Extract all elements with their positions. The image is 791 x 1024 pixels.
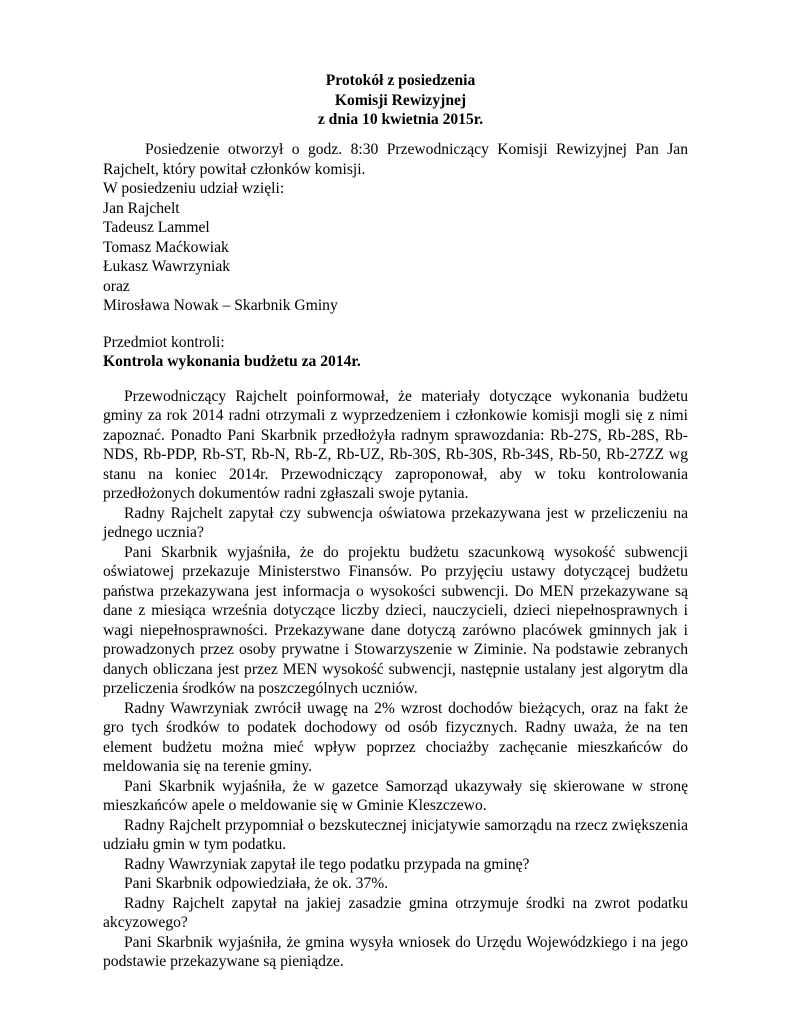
title-line-3: z dnia 10 kwietnia 2015r. bbox=[317, 111, 484, 129]
guest-name: Mirosława Nowak – Skarbnik Gminy bbox=[103, 297, 338, 314]
body-paragraph: Pani Skarbnik wyjaśniła, że w gazetce Samorząd ukazywały się skierowane w stronę mieszkańców apele o meldowanie się w Gminie Kleszczewo. bbox=[103, 777, 688, 814]
spacer bbox=[103, 372, 688, 387]
body-paragraph: Pani Skarbnik wyjaśniła, że do projektu budżetu szacunkową wysokość subwencji oświatowej przekazuje Ministerstwo Finansów. Po przyjęciu ustawy dotyczącej budżetu państwa przekazywana jest informacja o wysokości subwencji. Do MEN przekazywane są dane z miesiąca września dotyczące liczby dzieci, nauczycieli, dzieci niepełnosprawnych i wagi niepełnosprawności. Przekazywane dane dotyczą zarówno placówek gminnych jak i prowadzonych przez osoby prywatne i Stowarzyszenie w Ziminie. Na podstawie zebranych danych obliczana jest przez MEN wysokość subwencji, następnie ustalany jest algorytm dla przeliczenia środków na poszczególnych uczniów. bbox=[103, 543, 688, 697]
body-paragraph: Pani Skarbnik wyjaśniła, że gmina wysyła wniosek do Urzędu Wojewódzkiego i na jego podstawie przekazywane są pieniądze. bbox=[103, 933, 688, 970]
body-paragraph: Przewodniczący Rajchelt poinformował, że materiały dotyczące wykonania budżetu gminy za rok 2014 radni otrzymali z wyprzedzeniem i członkowie komisji mogli się z nimi zapoznać. Ponadto Pani Skarbnik przedłożyła radnym sprawozdania: Rb-27S, Rb-28S, Rb-NDS, Rb-PDP, Rb-ST, Rb-N, Rb-Z, Rb-UZ, Rb-30S, Rb-30S, Rb-34S, Rb-50, Rb-27ZZ wg stanu na koniec 2014r. Przewodniczący zaproponował, aby w toku kontrolowania przedłożonych dokumentów radni zgłaszali swoje pytania. bbox=[103, 387, 688, 502]
member-name: Jan Rajchelt bbox=[103, 199, 180, 217]
subject-label: Przedmiot kontroli: bbox=[103, 333, 225, 351]
body-paragraph: Radny Wawrzyniak zwrócił uwagę na 2% wzrost dochodów bieżących, oraz na fakt że gro tych środków to podatek dochodowy od osób fizycznych. Radny uważa, że na ten element budżetu można mieć wpływ poprzez chociażby zachęcanie mieszkańców do meldowania się na terenie gminy. bbox=[103, 699, 688, 775]
member-name: Tomasz Maćkowiak bbox=[103, 238, 229, 256]
member-name: Tadeusz Lammel bbox=[103, 219, 210, 236]
spacer bbox=[103, 316, 688, 333]
body-paragraph: Radny Wawrzyniak zapytał ile tego podatku przypada na gminę? bbox=[124, 855, 530, 873]
document-body bbox=[103, 140, 688, 972]
body-paragraph: Radny Rajchelt przypomniał o bezskutecznej inicjatywie samorządu na rzecz zwiększenia udziału gmin w tym podatku. bbox=[103, 816, 688, 853]
body-paragraph: Radny Rajchelt zapytał na jakiej zasadzie gmina otrzymuje środki na zwrot podatku akcyzowego? bbox=[103, 894, 688, 931]
document-header bbox=[0, 71, 791, 130]
subject-title: Kontrola wykonania budżetu za 2014r. bbox=[103, 353, 361, 370]
title-line-1: Protokół z posiedzenia bbox=[325, 72, 476, 89]
title-line-2: Komisji Rewizyjnej bbox=[334, 91, 467, 109]
member-name: Łukasz Wawrzyniak bbox=[103, 258, 231, 275]
opening-paragraph: Posiedzenie otworzył o godz. 8:30 Przewodniczący Komisji Rewizyjnej Pan Jan Rajchelt, który powitał członków komisji. bbox=[103, 141, 688, 178]
attendance-intro: W posiedzeniu udział wzięli: bbox=[103, 180, 285, 197]
body-paragraph: Radny Rajchelt zapytał czy subwencja oświatowa przekazywana jest w przeliczeniu na jednego ucznia? bbox=[103, 504, 688, 541]
attendance-conjunction: oraz bbox=[103, 277, 130, 295]
body-paragraph: Pani Skarbnik odpowiedziała, że ok. 37%. bbox=[124, 875, 389, 892]
attendance-list bbox=[103, 179, 688, 316]
